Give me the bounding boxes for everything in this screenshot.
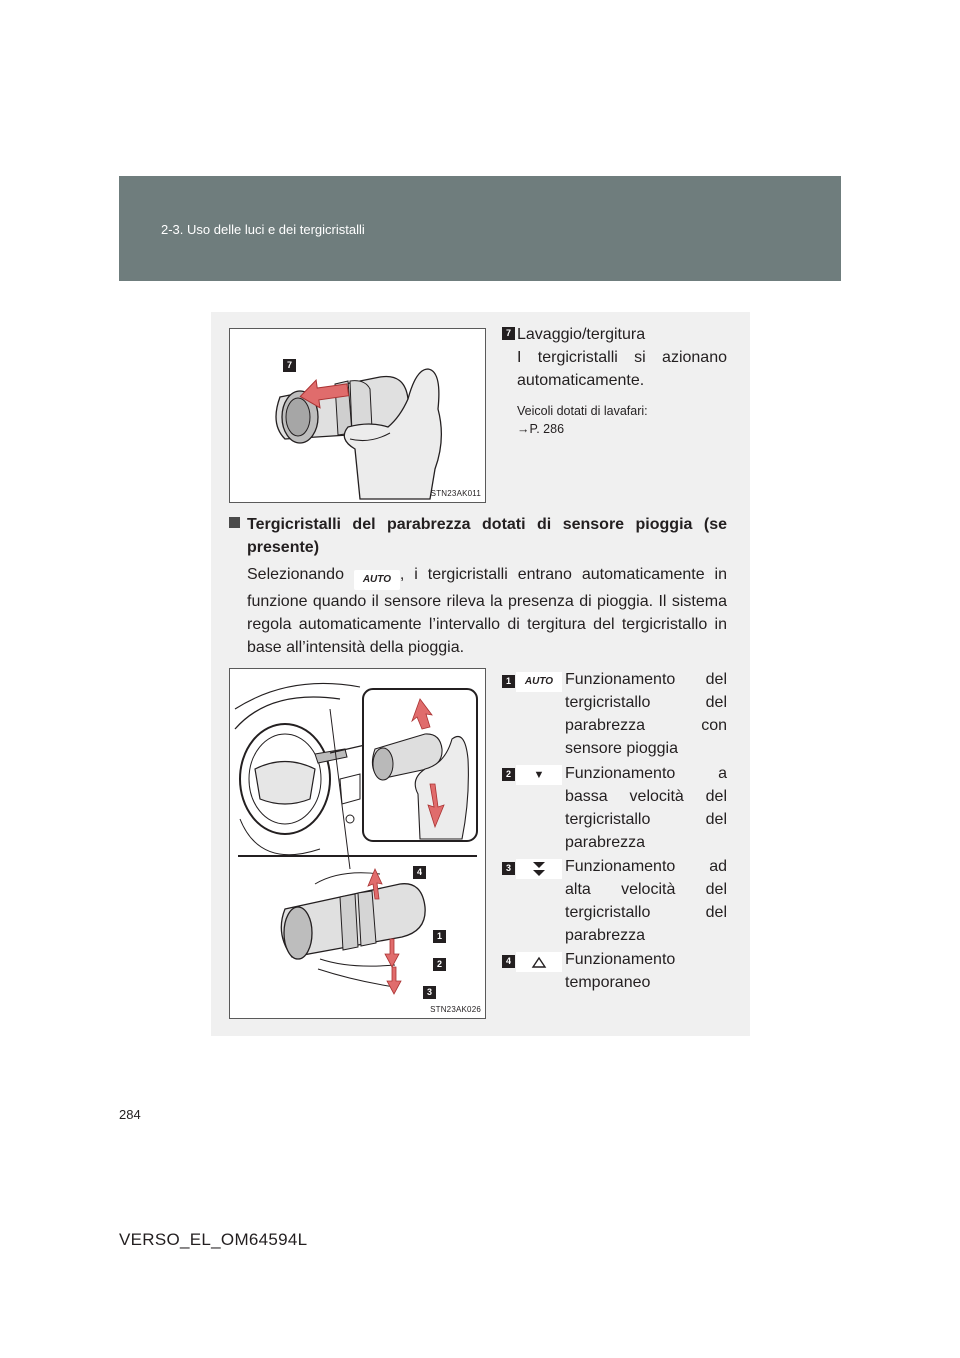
figure-badge-1: 1 [433,930,446,943]
figure-badge-2: 2 [433,958,446,971]
list-item-badge-3: 3 [502,862,515,875]
figure-code: STN23AK026 [430,1005,481,1014]
section-paragraph [247,563,727,659]
item7-title: Lavaggio/tergitura [517,326,646,343]
auto-icon: AUTO [354,570,400,590]
page-header [119,176,841,281]
page-number: 284 [119,1107,141,1122]
wiper-lever-figure-wash [229,328,486,503]
section-title: 2-3. Uso delle luci e dei tergicristalli [161,222,365,237]
figure-badge-3: 3 [423,986,436,999]
figure-code: STN23AK011 [430,489,481,498]
list-item-badge-4: 4 [502,955,515,968]
item7-description: I tergicristalli si azionano automaticamente. [517,349,727,389]
figure-badge-7: 7 [283,359,296,372]
item7-page-reference: →P. 286 [517,422,565,436]
item-badge-7: 7 [502,327,515,340]
paragraph-text-after: , i tergicristalli entrano automaticamente in funzione quando il sensore rileva la presenza di pioggia. Il sistema regola automaticamente l’intervallo di tergitura del tergicristallo in base all’intensità della pioggia. [247,566,727,656]
list-item-text-3: Funzionamento ad alta velocità del tergicristallo del parabrezza [565,858,727,944]
auto-icon: AUTO [516,672,562,692]
section-bullet-icon [229,517,240,528]
high-speed-icon [516,859,562,879]
figure-badge-4: 4 [413,866,426,879]
document-code: VERSO_EL_OM64594L [119,1230,308,1249]
list-item-text-1: Funzionamento del tergicristallo del parabrezza con sensore pioggia [565,671,727,757]
dashboard-and-lever-illustration [230,669,485,1018]
paragraph-text-before: Selezionando [247,566,344,583]
wiper-lever-figure-rain-sensor [229,668,486,1019]
list-item-badge-2: 2 [502,768,515,781]
list-item-text-4: Funzionamento temporaneo [565,951,676,991]
list-item-badge-1: 1 [502,675,515,688]
section-heading: Tergicristalli del parabrezza dotati di sensore pioggia (se presente) [247,516,727,556]
wiper-lever-illustration [230,329,485,502]
item7-note: Veicoli dotati di lavafari: [517,404,648,418]
low-speed-icon: ▼ [516,765,562,785]
list-item-text-2: Funzionamento a bassa velocità del tergicristallo del parabrezza [565,765,727,851]
mist-icon [516,952,562,972]
